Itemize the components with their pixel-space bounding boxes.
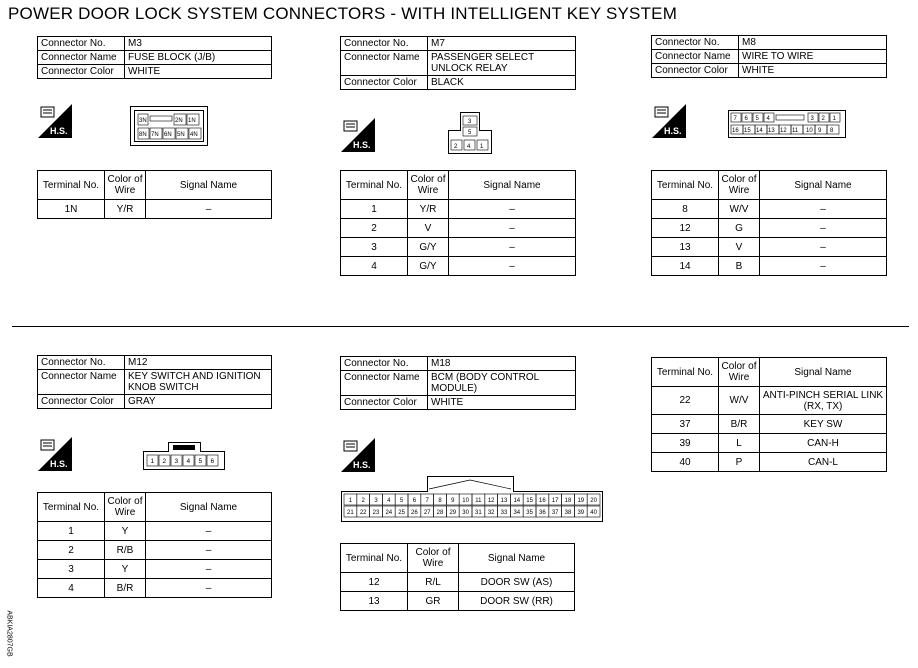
- header-color-of-wire: Color of Wire: [719, 358, 760, 387]
- terminal-no: 14: [652, 257, 719, 276]
- connector-face-m12: [143, 442, 225, 470]
- pin-label: 16: [539, 498, 546, 504]
- pin-label: 5: [198, 458, 203, 465]
- pin-label: 7N: [151, 132, 159, 138]
- label-connector-name: Connector Name: [341, 371, 428, 396]
- pin-label: 20: [590, 498, 597, 504]
- label-connector-name: Connector Name: [341, 51, 428, 76]
- connector-no-value: M18: [428, 357, 576, 371]
- pin-label: 2N: [175, 118, 183, 124]
- terminal-no: 13: [341, 592, 408, 611]
- pin-label: 1N: [188, 118, 196, 124]
- wire-color: G/Y: [408, 257, 449, 276]
- pin-label: 11: [475, 498, 482, 504]
- hs-label: H.S.: [353, 140, 371, 150]
- terminal-no: 12: [341, 573, 408, 592]
- header-signal-name: Signal Name: [146, 493, 272, 522]
- pin-label: 3: [174, 458, 179, 465]
- header-terminal-no: Terminal No.: [341, 544, 408, 573]
- signal-name: –: [146, 522, 272, 541]
- label-connector-name: Connector Name: [652, 50, 739, 64]
- connector-color-value: WHITE: [428, 396, 576, 410]
- pin-label: 28: [436, 510, 444, 516]
- hs-label: H.S.: [50, 126, 68, 136]
- pin-label: 31: [475, 510, 482, 516]
- header-signal-name: Signal Name: [146, 171, 272, 200]
- pin-label: 8: [438, 498, 442, 504]
- pin-label: 1: [480, 144, 484, 150]
- connector-info-m18: [340, 356, 576, 410]
- signal-name: –: [449, 257, 576, 276]
- pin-label: 25: [398, 510, 405, 516]
- hs-icon: [38, 437, 72, 471]
- pin-label: 32: [487, 510, 495, 516]
- wire-color: B/R: [719, 415, 760, 434]
- hs-label: H.S.: [664, 126, 682, 136]
- terminal-no: 4: [341, 257, 408, 276]
- terminal-no: 2: [38, 541, 105, 560]
- pin-label: 4N: [190, 132, 198, 138]
- pin-label: 1: [150, 458, 155, 465]
- header-color-of-wire: Color of Wire: [719, 171, 760, 200]
- pin-label: 5: [755, 116, 759, 122]
- signal-name: DOOR SW (AS): [459, 573, 575, 592]
- connector-name-value: PASSENGER SELECT UNLOCK RELAY: [428, 51, 576, 76]
- section-divider: [12, 326, 909, 327]
- wire-color: Y/R: [408, 200, 449, 219]
- hs-icon: [652, 104, 686, 138]
- header-signal-name: Signal Name: [459, 544, 575, 573]
- wire-color: B: [719, 257, 760, 276]
- pin-label: 9: [818, 128, 822, 134]
- connector-name-value: FUSE BLOCK (J/B): [125, 51, 272, 65]
- wire-color: R/B: [105, 541, 146, 560]
- pin-label: 37: [551, 510, 559, 516]
- pin-label: 7: [425, 498, 429, 504]
- label-connector-color: Connector Color: [652, 64, 739, 78]
- header-color-of-wire: Color of Wire: [408, 544, 459, 573]
- header-signal-name: Signal Name: [449, 171, 576, 200]
- pin-label: 11: [792, 128, 799, 134]
- pin-label: 3: [810, 116, 814, 122]
- pin-label: 4: [186, 458, 191, 465]
- signal-name: –: [146, 541, 272, 560]
- terminal-no: 22: [652, 387, 719, 415]
- terminal-no: 39: [652, 434, 719, 453]
- connector-name-value: WIRE TO WIRE: [739, 50, 887, 64]
- pin-label: 19: [577, 498, 585, 504]
- pin-label: 15: [526, 498, 533, 504]
- pin-label: 6: [210, 458, 215, 465]
- terminal-table-m7: [340, 170, 576, 276]
- terminal-table-m8: [651, 170, 887, 276]
- signal-name: CAN-H: [760, 434, 887, 453]
- signal-name: –: [760, 219, 887, 238]
- signal-name: –: [760, 238, 887, 257]
- figure-code: ABKIA2807GB: [5, 610, 13, 657]
- pin-label: 23: [372, 510, 380, 516]
- pin-label: 1: [348, 498, 353, 504]
- connector-name-value: KEY SWITCH AND IGNITION KNOB SWITCH: [125, 370, 272, 395]
- pin-label: 38: [564, 510, 572, 516]
- pin-label: 15: [744, 128, 751, 134]
- pin-label: 6: [412, 498, 417, 504]
- pin-label: 2: [361, 498, 365, 504]
- label-connector-no: Connector No.: [38, 356, 125, 370]
- header-signal-name: Signal Name: [760, 171, 887, 200]
- pin-label: 4: [467, 144, 471, 150]
- signal-name: –: [449, 219, 576, 238]
- header-signal-name: Signal Name: [760, 358, 887, 387]
- pin-label: 13: [500, 498, 508, 504]
- hs-label: H.S.: [353, 460, 371, 470]
- connector-color-value: BLACK: [428, 76, 576, 90]
- connector-face-m7: [448, 112, 492, 154]
- terminal-no: 12: [652, 219, 719, 238]
- signal-name: –: [146, 560, 272, 579]
- header-color-of-wire: Color of Wire: [105, 493, 146, 522]
- label-connector-color: Connector Color: [38, 395, 125, 409]
- terminal-no: 8: [652, 200, 719, 219]
- hs-icon: [341, 118, 375, 152]
- pin-label: 21: [347, 510, 354, 516]
- label-connector-name: Connector Name: [38, 51, 125, 65]
- header-color-of-wire: Color of Wire: [408, 171, 449, 200]
- signal-name: –: [760, 257, 887, 276]
- connector-no-value: M12: [125, 356, 272, 370]
- connector-no-value: M3: [125, 37, 272, 51]
- connector-face-m3: [130, 106, 208, 146]
- pin-label: 34: [513, 510, 521, 516]
- terminal-no: 2: [341, 219, 408, 238]
- pin-label: 5: [399, 498, 404, 504]
- label-connector-no: Connector No.: [341, 357, 428, 371]
- label-connector-no: Connector No.: [341, 37, 428, 51]
- terminal-no: 37: [652, 415, 719, 434]
- wire-color: W/V: [719, 200, 760, 219]
- pin-label: 39: [577, 510, 585, 516]
- connector-color-value: WHITE: [739, 64, 887, 78]
- pin-label: 16: [732, 128, 739, 134]
- hs-icon: [38, 104, 72, 138]
- header-terminal-no: Terminal No.: [38, 171, 105, 200]
- pin-label: 13: [768, 128, 775, 134]
- connector-info-m8: [651, 35, 887, 78]
- pin-label: 27: [423, 510, 431, 516]
- signal-name: KEY SW: [760, 415, 887, 434]
- terminal-no: 1: [341, 200, 408, 219]
- wire-color: B/R: [105, 579, 146, 598]
- wire-color: Y/R: [105, 200, 146, 219]
- pin-label: 4: [387, 498, 391, 504]
- wire-color: Y: [105, 560, 146, 579]
- hs-label: H.S.: [50, 459, 68, 469]
- header-color-of-wire: Color of Wire: [105, 171, 146, 200]
- wire-color: GR: [408, 592, 459, 611]
- terminal-no: 3: [341, 238, 408, 257]
- pin-label: 4: [766, 116, 770, 122]
- pin-label: 3: [468, 119, 472, 125]
- label-connector-color: Connector Color: [341, 76, 428, 90]
- signal-name: –: [449, 200, 576, 219]
- signal-name: –: [146, 200, 272, 219]
- pin-label: 22: [359, 510, 367, 516]
- hs-icon: [341, 438, 375, 472]
- header-terminal-no: Terminal No.: [341, 171, 408, 200]
- connector-info-m3: [37, 36, 272, 79]
- pin-label: 17: [551, 498, 559, 504]
- pin-label: 10: [806, 128, 813, 134]
- terminal-table-m3: [37, 170, 272, 219]
- connector-no-value: M7: [428, 37, 576, 51]
- terminal-table-m18: [340, 543, 575, 611]
- pin-label: 35: [526, 510, 533, 516]
- page-title: POWER DOOR LOCK SYSTEM CONNECTORS - WITH INTELLIGENT KEY SYSTEM: [8, 4, 678, 23]
- wire-color: W/V: [719, 387, 760, 415]
- pin-label: 3N: [139, 118, 147, 124]
- pin-label: 5: [468, 130, 472, 136]
- connector-color-value: GRAY: [125, 395, 272, 409]
- header-terminal-no: Terminal No.: [652, 171, 719, 200]
- connector-no-value: M8: [739, 36, 887, 50]
- pin-label: 2: [162, 458, 167, 465]
- wire-color: V: [719, 238, 760, 257]
- signal-name: DOOR SW (RR): [459, 592, 575, 611]
- pin-label: 3: [374, 498, 378, 504]
- pin-label: 8N: [139, 132, 147, 138]
- label-connector-no: Connector No.: [38, 37, 125, 51]
- pin-label: 7: [733, 116, 737, 122]
- pin-label: 40: [590, 510, 597, 516]
- connector-face-m18: [341, 476, 603, 522]
- pin-label: 12: [487, 498, 495, 504]
- pin-label: 10: [462, 498, 469, 504]
- connector-color-value: WHITE: [125, 65, 272, 79]
- label-connector-name: Connector Name: [38, 370, 125, 395]
- pin-label: 9: [451, 498, 455, 504]
- pin-label: 36: [539, 510, 546, 516]
- wire-color: Y: [105, 522, 146, 541]
- signal-name: –: [449, 238, 576, 257]
- pin-label: 2: [454, 144, 458, 150]
- pin-label: 33: [500, 510, 508, 516]
- wire-color: G: [719, 219, 760, 238]
- signal-name: –: [760, 200, 887, 219]
- connector-info-m12: [37, 355, 272, 409]
- label-connector-color: Connector Color: [38, 65, 125, 79]
- pin-label: 5N: [177, 132, 185, 138]
- pin-label: 8: [830, 128, 834, 134]
- pin-label: 12: [780, 128, 787, 134]
- signal-name: CAN-L: [760, 453, 887, 472]
- pin-label: 29: [449, 510, 457, 516]
- terminal-table-m12: [37, 492, 272, 598]
- pin-label: 6N: [164, 132, 172, 138]
- label-connector-no: Connector No.: [652, 36, 739, 50]
- label-connector-color: Connector Color: [341, 396, 428, 410]
- pin-label: 1: [832, 116, 836, 122]
- wire-color: V: [408, 219, 449, 238]
- wire-color: L: [719, 434, 760, 453]
- pin-label: 14: [513, 498, 521, 504]
- pin-label: 18: [564, 498, 572, 504]
- connector-face-m8: [728, 110, 846, 138]
- terminal-no: 1N: [38, 200, 105, 219]
- header-terminal-no: Terminal No.: [38, 493, 105, 522]
- pin-label: 30: [462, 510, 469, 516]
- signal-name: –: [146, 579, 272, 598]
- terminal-no: 13: [652, 238, 719, 257]
- terminal-no: 40: [652, 453, 719, 472]
- pin-label: 2: [821, 116, 825, 122]
- terminal-table-m18-continued: [651, 357, 887, 472]
- pin-label: 14: [756, 128, 763, 134]
- connector-name-value: BCM (BODY CONTROL MODULE): [428, 371, 576, 396]
- signal-name: ANTI-PINCH SERIAL LINK (RX, TX): [760, 387, 887, 415]
- connector-info-m7: [340, 36, 576, 90]
- terminal-no: 1: [38, 522, 105, 541]
- wire-color: R/L: [408, 573, 459, 592]
- wire-color: P: [719, 453, 760, 472]
- pin-label: 24: [385, 510, 393, 516]
- terminal-no: 4: [38, 579, 105, 598]
- wire-color: G/Y: [408, 238, 449, 257]
- terminal-no: 3: [38, 560, 105, 579]
- header-terminal-no: Terminal No.: [652, 358, 719, 387]
- pin-label: 26: [411, 510, 418, 516]
- pin-label: 6: [744, 116, 748, 122]
